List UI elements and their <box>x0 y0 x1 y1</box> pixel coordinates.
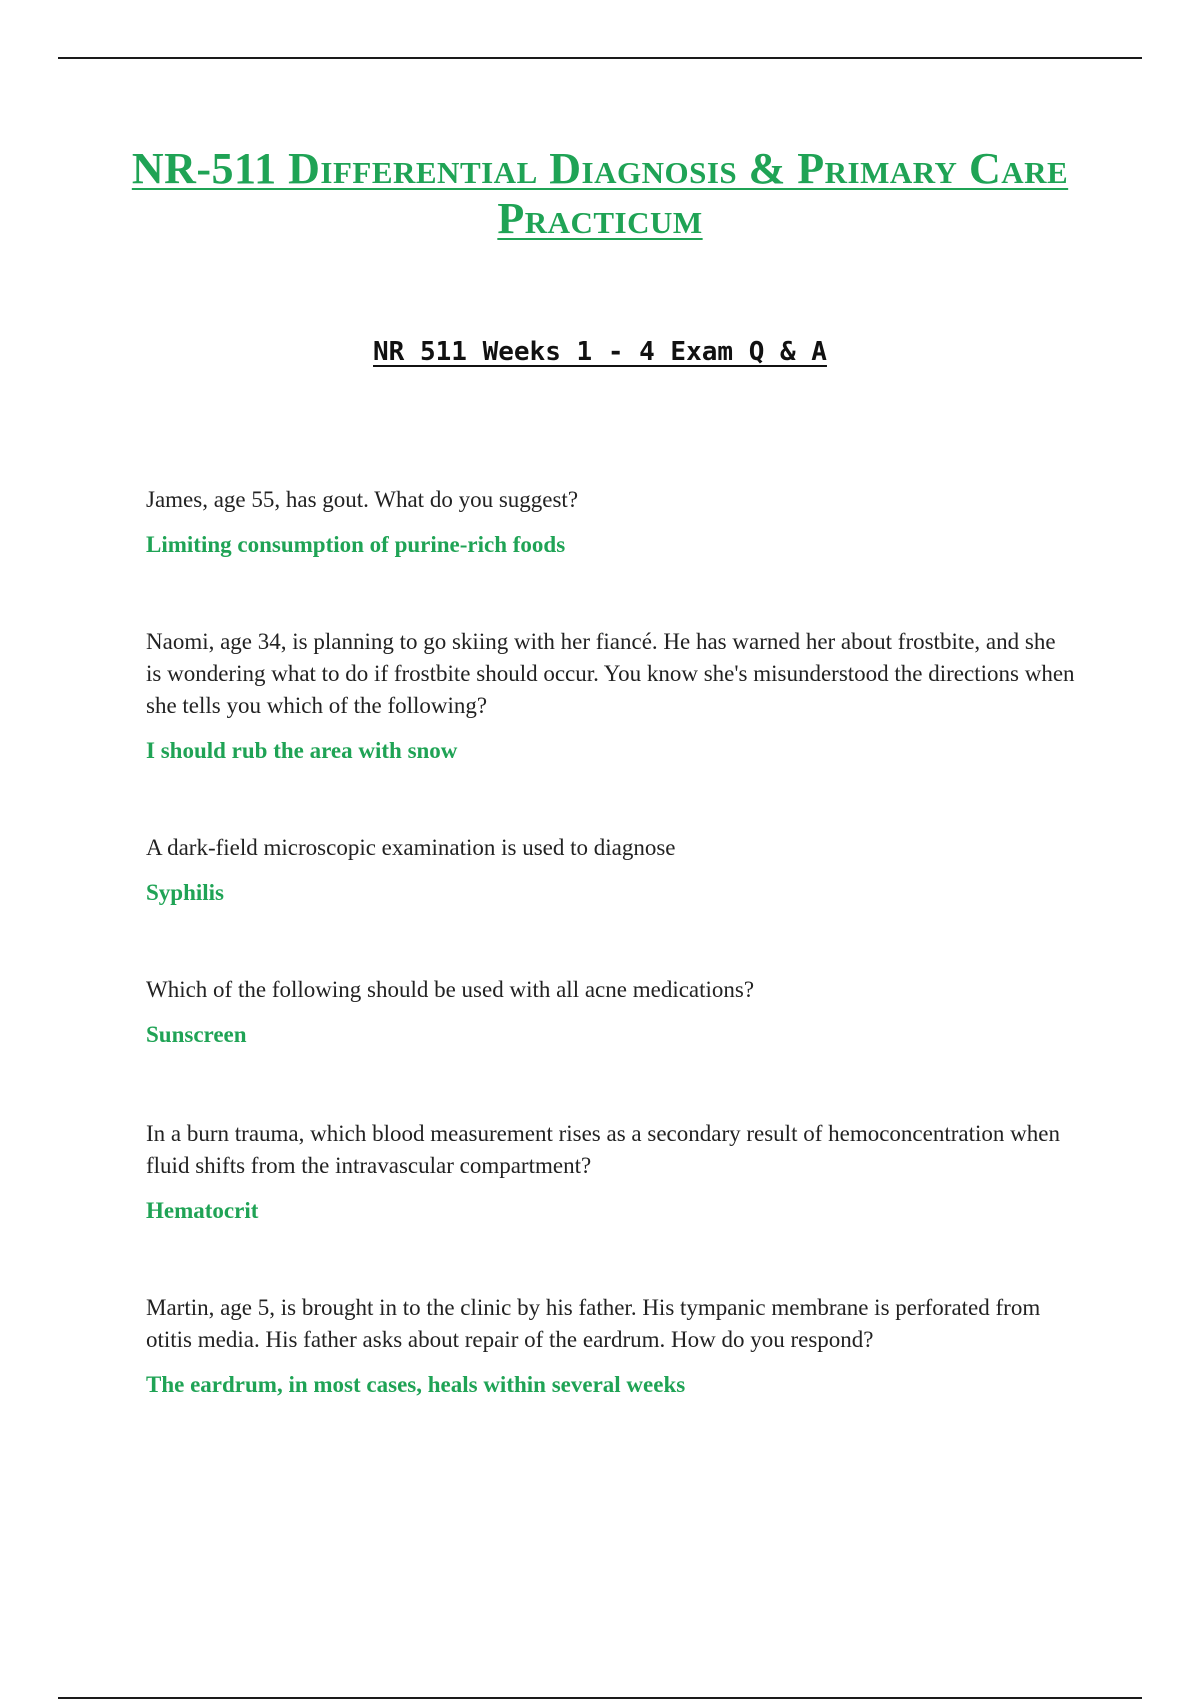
header-rule <box>58 57 1142 59</box>
answer-text: Hematocrit <box>146 1198 259 1223</box>
qa-item <box>146 832 1076 908</box>
qa-item <box>146 484 1076 560</box>
answer-text: I should rub the area with snow <box>146 738 458 763</box>
answer-text: Limiting consumption of purine-rich foods <box>146 532 566 557</box>
question-text: Which of the following should be used with all acne medications? <box>146 977 755 1002</box>
answer-text: Sunscreen <box>146 1022 247 1047</box>
answer-text: The eardrum, in most cases, heals within several weeks <box>146 1372 686 1397</box>
qa-item <box>146 974 1076 1050</box>
qa-item <box>146 1118 1076 1226</box>
question-text: In a burn trauma, which blood measurement rises as a secondary result of hemoconcentration when fluid shifts from the intravascular compartment? <box>146 1121 1060 1178</box>
answer-text: Syphilis <box>146 880 224 905</box>
question-text: A dark-field microscopic examination is used to diagnose <box>146 835 676 860</box>
qa-item <box>146 1292 1076 1400</box>
question-text: Naomi, age 34, is planning to go skiing with her fiancé. He has warned her about frostbite, and she is wondering what to do if frostbite should occur. You know she's misunderstood the directions when she tells you which of the following? <box>146 629 1075 718</box>
question-text: James, age 55, has gout. What do you suggest? <box>146 487 579 512</box>
question-text: Martin, age 5, is brought in to the clinic by his father. His tympanic membrane is perforated from otitis media. His father asks about repair of the eardrum. How do you respond? <box>146 1295 1041 1352</box>
document-title <box>100 144 1100 244</box>
document-subtitle <box>100 336 1100 368</box>
document-subtitle-text: NR 511 Weeks 1 - 4 Exam Q & A <box>373 337 827 367</box>
qa-item <box>146 626 1076 766</box>
footer-rule <box>58 1697 1142 1699</box>
document-title-text: NR-511 Differential Diagnosis & Primary Care Practicum <box>131 144 1069 243</box>
